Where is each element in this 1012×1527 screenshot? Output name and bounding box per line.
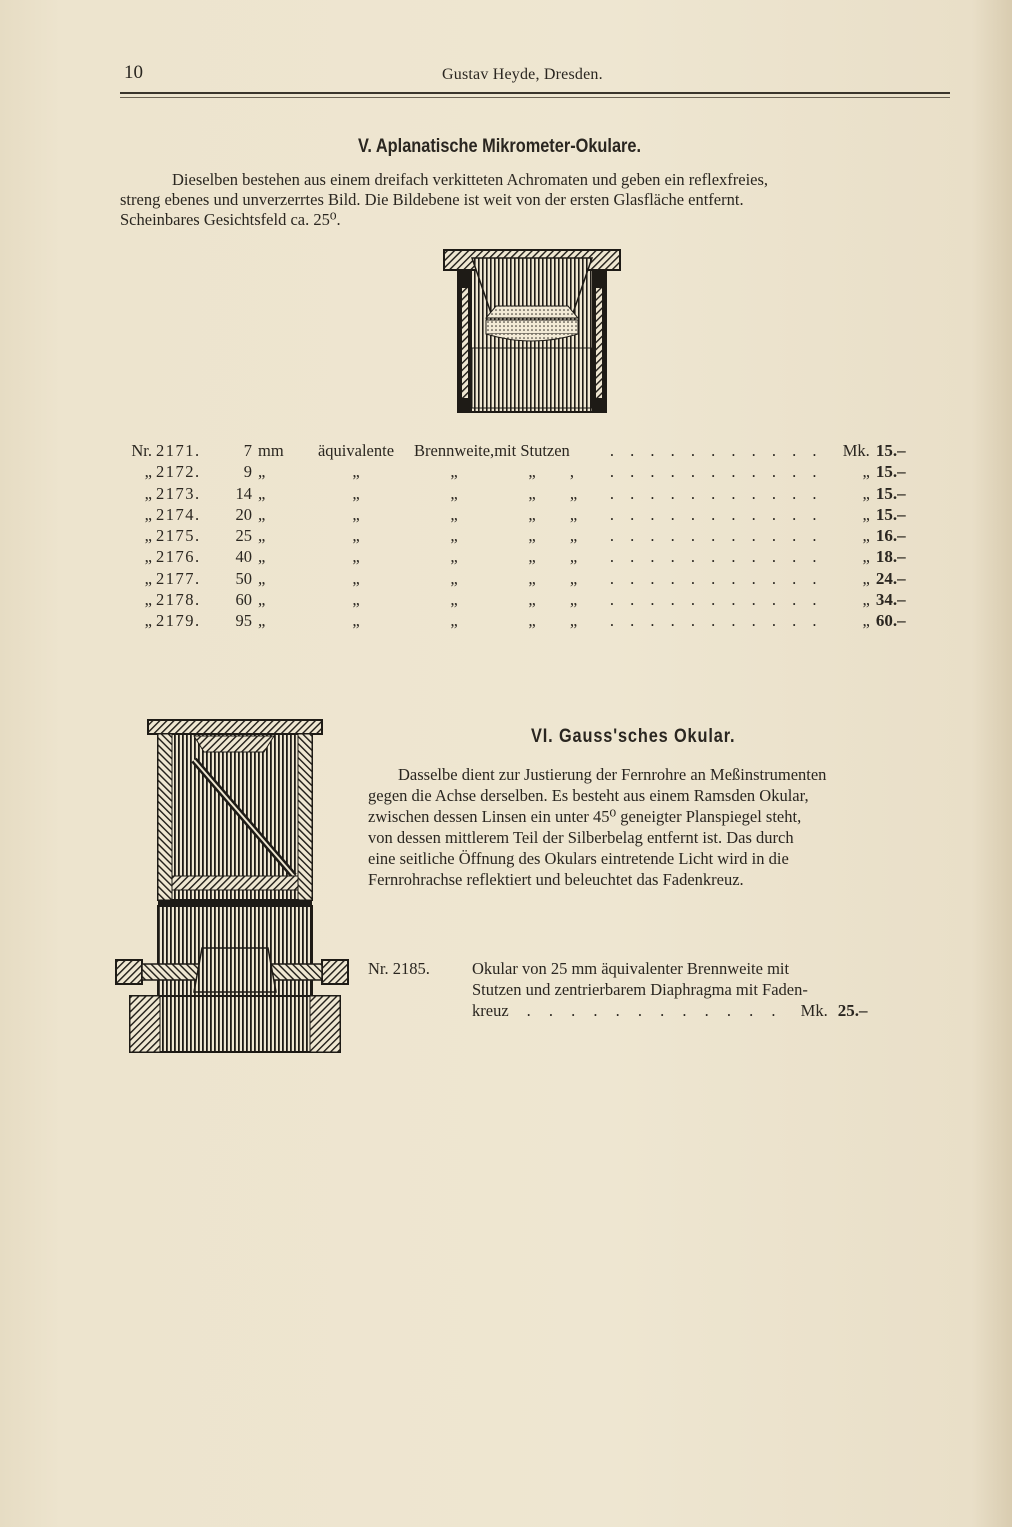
currency-label: „ [862, 547, 870, 567]
focal-length-value: 50 [235, 568, 252, 588]
item-last-line [472, 1000, 878, 1021]
price-value: 15.– [875, 441, 906, 460]
focal-length-value: 25 [235, 526, 252, 546]
desc-equivalent: äquivalente [317, 441, 395, 460]
currency-label: Mk. [842, 441, 870, 460]
desc-focal: „ [450, 568, 458, 588]
table-row [116, 547, 926, 568]
price-value: 15.– [875, 483, 906, 503]
section-vi-heading: VI. Gauss'sches Okular. [531, 726, 736, 747]
desc-ditto: „ [569, 483, 578, 503]
catalog-number: 2173. [156, 483, 201, 503]
desc-mount: „ [528, 526, 536, 546]
header-rule-thin [120, 97, 950, 98]
row-prefix: „ [144, 483, 152, 503]
currency-label: Mk. [800, 1001, 828, 1020]
item-price: 25.– [837, 1001, 868, 1020]
desc-focal: „ [450, 526, 458, 546]
table-row [116, 505, 926, 526]
paragraph-line: Dieselben bestehen aus einem dreifach verkitteten Achromaten und geben ein reflexfreies, [172, 170, 769, 189]
price-table-v [116, 441, 926, 633]
price-value: 15.– [875, 504, 906, 524]
leader-dots: . . . . . . . . . . . [609, 504, 823, 524]
paragraph-line: Fernrohrachse reflektiert und beleuchtet das Fadenkreuz. [368, 870, 744, 889]
focal-length-unit: „ [258, 526, 266, 546]
leader-dots: . . . . . . . . . . . [609, 526, 823, 546]
desc-focal: „ [450, 483, 458, 503]
price-value: 34.– [875, 590, 906, 610]
desc-focal: „ [450, 547, 458, 567]
section-v-heading: V. Aplanatische Mikrometer-Okulare. [358, 136, 642, 157]
row-prefix: „ [144, 526, 152, 546]
currency-label: „ [862, 504, 870, 524]
desc-ditto: „ [569, 611, 578, 631]
micrometer-eyepiece-figure [442, 248, 622, 416]
desc-ditto: „ [569, 547, 578, 567]
focal-length-value: 95 [235, 611, 252, 631]
row-prefix: „ [144, 568, 152, 588]
focal-length-value: 60 [235, 590, 252, 610]
currency-label: „ [862, 526, 870, 546]
catalog-number: 2172. [156, 462, 201, 482]
row-prefix: „ [144, 462, 152, 482]
desc-mount: „ [528, 462, 536, 482]
table-row [116, 569, 926, 590]
desc-ditto: , [569, 462, 574, 482]
leader-dots: . . . . . . . . . . . [609, 441, 823, 460]
focal-length-value: 40 [235, 547, 252, 567]
desc-mount: „ [528, 568, 536, 588]
page-number: 10 [124, 62, 143, 83]
row-prefix: „ [144, 611, 152, 631]
price-value: 15.– [875, 462, 906, 482]
catalog-number: 2176. [156, 547, 201, 567]
row-prefix: „ [144, 547, 152, 567]
focal-length-unit: mm [258, 441, 284, 460]
desc-focal: Brennweite, [414, 441, 495, 460]
desc-ditto: „ [569, 504, 578, 524]
price-value: 24.– [875, 568, 906, 588]
focal-length-unit: „ [258, 483, 266, 503]
table-row [116, 526, 926, 547]
section-v-paragraph [120, 170, 948, 230]
desc-mount: „ [528, 611, 536, 631]
focal-length-value: 14 [235, 483, 252, 503]
leader-dots: . . . . . . . . . . . [609, 590, 823, 610]
desc-equivalent: „ [352, 547, 360, 567]
paragraph-line: eine seitliche Öffnung des Okulars eintretende Licht wird in die [368, 849, 789, 868]
table-row [116, 590, 926, 611]
item-line: Okular von 25 mm äquivalenter Brennweite mit [472, 959, 790, 978]
catalog-number: 2179. [156, 611, 201, 631]
table-row [116, 462, 926, 483]
desc-mount: mit Stutzen [494, 441, 570, 460]
price-value: 60.– [875, 611, 906, 631]
catalog-number: 2175. [156, 526, 201, 546]
header-rule [120, 92, 950, 94]
desc-mount: „ [528, 504, 536, 524]
item-line: kreuz [472, 1001, 509, 1020]
desc-ditto [570, 441, 610, 462]
desc-focal: „ [450, 611, 458, 631]
focal-length-value: 7 [243, 441, 252, 460]
desc-ditto: „ [569, 568, 578, 588]
desc-focal: „ [450, 590, 458, 610]
desc-ditto: „ [569, 526, 578, 546]
desc-ditto: „ [569, 590, 578, 610]
paragraph-line: gegen die Achse derselben. Es besteht aus einem Ramsden Okular, [368, 786, 809, 805]
row-prefix: „ [144, 504, 152, 524]
item-line: Stutzen und zentrierbarem Diaphragma mit Faden- [472, 980, 808, 999]
desc-equivalent: „ [352, 568, 360, 588]
focal-length-unit: „ [258, 590, 266, 610]
paragraph-line: zwischen dessen Linsen ein unter 45⁰ geneigter Planspiegel steht, [368, 807, 802, 826]
currency-label: „ [862, 483, 870, 503]
paragraph-line: Scheinbares Gesichtsfeld ca. 25⁰. [120, 210, 341, 229]
currency-label: „ [862, 568, 870, 588]
table-row [116, 441, 926, 462]
paragraph-line: streng ebenes und unverzerrtes Bild. Die Bildebene ist weit von der ersten Glasfläche entfernt. [120, 190, 744, 209]
item-number: Nr. 2185. [368, 959, 430, 978]
focal-length-unit: „ [258, 547, 266, 567]
section-vi-paragraph [368, 764, 940, 890]
paragraph-line: Dasselbe dient zur Justierung der Fernrohre an Meßinstrumenten [398, 765, 827, 784]
leader-dots: . . . . . . . . . . . [609, 611, 823, 631]
price-value: 18.– [875, 547, 906, 567]
gauss-eyepiece-figure [114, 716, 350, 1054]
leader-dots: . . . . . . . . . . . [609, 568, 823, 588]
focal-length-value: 20 [235, 504, 252, 524]
focal-length-value: 9 [243, 462, 252, 482]
desc-equivalent: „ [352, 462, 360, 482]
table-row [116, 611, 926, 632]
row-prefix: „ [144, 590, 152, 610]
desc-equivalent: „ [352, 504, 360, 524]
currency-label: „ [862, 590, 870, 610]
desc-focal: „ [450, 504, 458, 524]
leader-dots: . . . . . . . . . . . [609, 462, 823, 482]
focal-length-unit: „ [258, 462, 266, 482]
table-row [116, 484, 926, 505]
leader-dots: . . . . . . . . . . . [609, 483, 823, 503]
catalog-number: 2171. [156, 441, 201, 460]
leader-dots: . . . . . . . . . . . [609, 547, 823, 567]
desc-equivalent: „ [352, 611, 360, 631]
desc-focal: „ [450, 462, 458, 482]
desc-equivalent: „ [352, 526, 360, 546]
leader-dots: . . . . . . . . . . . . [526, 1001, 783, 1020]
price-value: 16.– [875, 526, 906, 546]
focal-length-unit: „ [258, 611, 266, 631]
row-prefix: Nr. [131, 441, 152, 460]
item-description [472, 958, 878, 1021]
running-title: Gustav Heyde, Dresden. [442, 66, 603, 83]
desc-mount: „ [528, 483, 536, 503]
desc-equivalent: „ [352, 590, 360, 610]
desc-equivalent: „ [352, 483, 360, 503]
focal-length-unit: „ [258, 568, 266, 588]
desc-mount: „ [528, 547, 536, 567]
focal-length-unit: „ [258, 504, 266, 524]
desc-mount: „ [528, 590, 536, 610]
paragraph-line: von dessen mittlerem Teil der Silberbelag entfernt ist. Das durch [368, 828, 794, 847]
catalog-number: 2178. [156, 590, 201, 610]
catalog-number: 2177. [156, 568, 201, 588]
currency-label: „ [862, 462, 870, 482]
catalog-number: 2174. [156, 504, 201, 524]
currency-label: „ [862, 611, 870, 631]
